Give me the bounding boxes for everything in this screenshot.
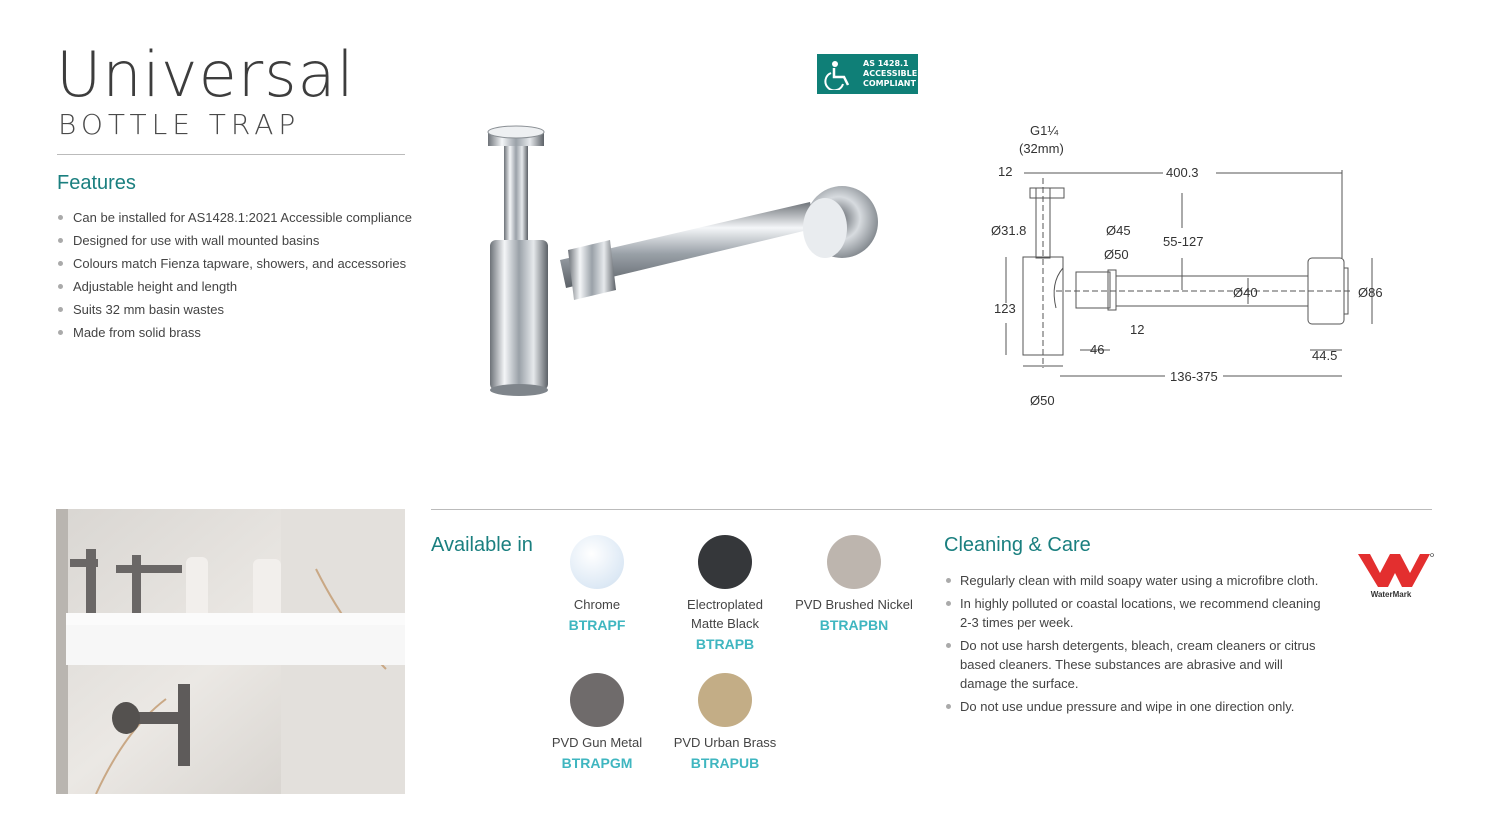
swatch-gun-metal [532, 673, 662, 772]
care-list [944, 571, 1329, 720]
swatch-name: PVD Urban Brass [673, 735, 777, 750]
lifestyle-image [56, 509, 405, 794]
dim-123: 123 [994, 301, 1016, 316]
technical-drawing [980, 118, 1400, 413]
dim-40: Ø40 [1233, 285, 1258, 300]
swatch-name-line2: Matte Black [691, 616, 759, 631]
care-heading: Cleaning & Care [944, 534, 1091, 556]
care-item: Do not use harsh detergents, bleach, cream cleaners or citrus based cleaners. These substances are abrasive and will damage the surface. [944, 636, 1329, 693]
swatch-name-line1: Electroplated [687, 597, 763, 612]
swatch-name [660, 595, 790, 633]
dim-12-mid: 12 [1130, 322, 1145, 337]
product-image [470, 110, 890, 410]
badge-line2: ACCESSIBLE [863, 69, 918, 78]
swatch-code: BTRAPBN [819, 617, 889, 633]
product-subtitle: BOTTLE TRAP [58, 108, 301, 141]
dim-thread-mm: (32mm) [1019, 141, 1064, 156]
swatch-circle [570, 673, 624, 727]
features-list [57, 209, 412, 347]
product-title: Universal [56, 38, 355, 111]
swatch-chrome [532, 535, 662, 634]
dim-50-outlet: Ø50 [1104, 247, 1129, 262]
swatch-matte-black [660, 535, 790, 653]
badge-text [863, 59, 917, 89]
dim-55-127: 55-127 [1163, 234, 1204, 249]
dim-50-base: Ø50 [1030, 393, 1055, 408]
feature-item: Made from solid brass [57, 324, 412, 347]
wheelchair-icon [823, 60, 857, 90]
badge-line3: COMPLIANT [863, 79, 916, 88]
swatch-circle [570, 535, 624, 589]
swatch-code: BTRAPB [695, 636, 755, 652]
feature-item: Designed for use with wall mounted basins [57, 232, 412, 255]
dim-45: Ø45 [1106, 223, 1131, 238]
feature-item: Suits 32 mm basin wastes [57, 301, 412, 324]
title-divider [57, 154, 405, 155]
swatch-code: BTRAPGM [561, 755, 633, 771]
available-heading: Available in [431, 534, 533, 556]
swatch-code: BTRAPF [568, 617, 626, 633]
dim-400: 400.3 [1166, 165, 1199, 180]
swatch-brushed-nickel [789, 535, 919, 634]
feature-item: Colours match Fienza tapware, showers, and accessories [57, 255, 412, 278]
feature-item: Adjustable height and length [57, 278, 412, 301]
swatch-name: Chrome [573, 597, 621, 612]
swatch-name: PVD Brushed Nickel [795, 597, 913, 612]
dim-thread-label: G1¼ [1030, 123, 1059, 138]
features-heading: Features [57, 172, 136, 194]
watermark-logo-icon [1356, 551, 1434, 591]
dim-86: Ø86 [1358, 285, 1383, 300]
swatch-circle [698, 673, 752, 727]
care-item: Do not use undue pressure and wipe in one direction only. [944, 697, 1329, 716]
swatch-name: PVD Gun Metal [551, 735, 643, 750]
swatch-urban-brass [660, 673, 790, 772]
feature-item: Can be installed for AS1428.1:2021 Accessible compliance [57, 209, 412, 232]
swatch-code: BTRAPUB [690, 755, 760, 771]
dim-12-top: 12 [998, 164, 1013, 179]
accessible-compliant-badge [817, 54, 918, 94]
dim-445: 44.5 [1312, 348, 1338, 363]
swatch-circle [827, 535, 881, 589]
section-divider [431, 509, 1432, 510]
watermark-label: WaterMark [1370, 590, 1412, 599]
swatch-circle [698, 535, 752, 589]
dim-46: 46 [1090, 342, 1105, 357]
dim-318: Ø31.8 [991, 223, 1027, 238]
care-item: In highly polluted or coastal locations, we recommend cleaning 2-3 times per week. [944, 594, 1329, 632]
watermark-logo [1355, 551, 1435, 601]
dim-136-375: 136-375 [1170, 369, 1218, 384]
care-item: Regularly clean with mild soapy water using a microfibre cloth. [944, 571, 1329, 590]
badge-line1: AS 1428.1 [863, 59, 909, 68]
